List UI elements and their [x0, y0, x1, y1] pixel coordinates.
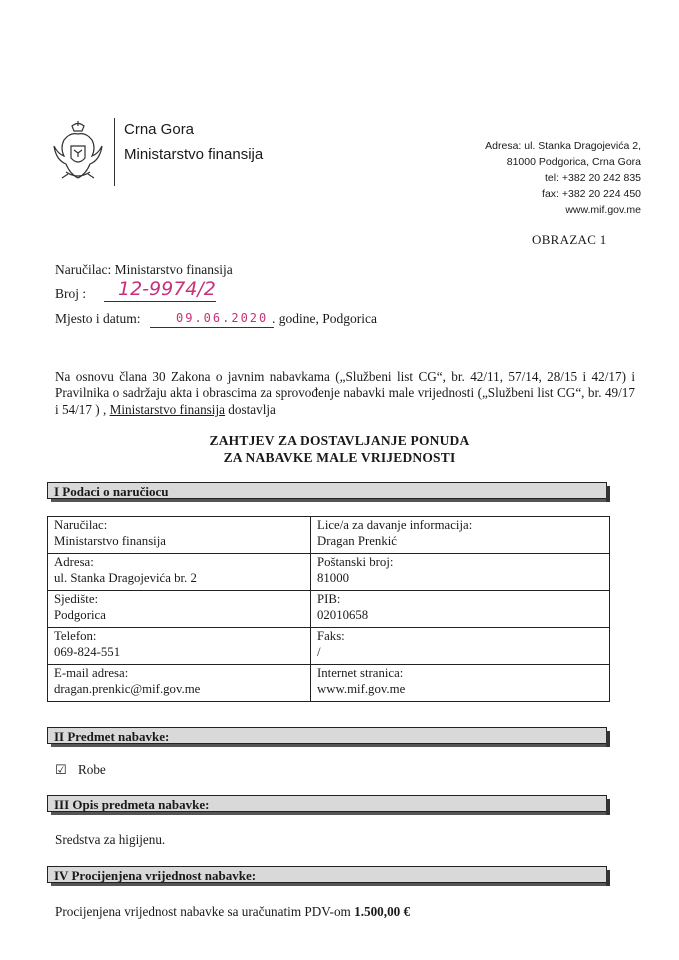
table-cell	[311, 517, 610, 554]
address-line: Adresa: ul. Stanka Dragojevića 2,	[485, 140, 641, 152]
coat-of-arms-emblem	[52, 120, 104, 188]
cell-label: Telefon:	[54, 629, 97, 643]
cell-value: Ministarstvo finansija	[54, 533, 166, 548]
table-row	[48, 517, 610, 554]
cell-label: Lice/a za davanje informacija:	[317, 518, 473, 532]
cell-label: Sjedište:	[54, 592, 99, 606]
cell-value: Dragan Prenkić	[317, 533, 397, 548]
cell-label: Naručilac:	[54, 518, 108, 532]
cell-value: dragan.prenkic@mif.gov.me	[54, 681, 201, 696]
cell-label: E-mail adresa:	[54, 666, 129, 680]
section-heading-estimated-value: IV Procijenjena vrijednost nabavke:	[47, 866, 607, 883]
cell-value: www.mif.gov.me	[317, 681, 406, 696]
document-title-line2: ZA NABAVKE MALE VRIJEDNOSTI	[223, 450, 456, 465]
table-row	[48, 665, 610, 702]
table-cell	[48, 591, 311, 628]
section-heading-authority-data: I Podaci o naručiocu	[47, 482, 607, 499]
estimated-value-line	[55, 904, 410, 920]
reference-number-value: 12-9974/2	[118, 278, 216, 300]
table-cell	[311, 628, 610, 665]
place-date-label: Mjesto i datum:	[55, 311, 141, 326]
date-underline	[150, 327, 274, 328]
intro-text: Na osnovu člana 30 Zakona o javnim nabavkama („Službeni list CG“, br. 42/11, 57/14, 28/15 i 42/17) i Pravilnika o sadržaju akta i obrascima za sprovođenje nabavki male vrijednosti („Službeni list CG“, br. 49/17 i 54/17 ) ,	[55, 369, 635, 417]
table-cell	[311, 554, 610, 591]
estimated-value-text: Procijenjena vrijednost nabavke sa uračunatim PDV-om	[55, 904, 355, 919]
reference-number-label: Broj :	[55, 286, 87, 301]
table-cell	[311, 591, 610, 628]
place-date-suffix: . godine, Podgorica	[272, 311, 377, 326]
country-name: Crna Gora	[124, 121, 195, 138]
estimated-value-amount: 1.500,00 €	[354, 904, 411, 919]
table-cell	[48, 628, 311, 665]
address-block	[485, 138, 641, 218]
table-row	[48, 591, 610, 628]
ministry-link-text: Ministarstvo finansija	[109, 401, 225, 417]
intro-text-end: dostavlja	[224, 401, 276, 417]
cell-value: ul. Stanka Dragojevića br. 2	[54, 570, 197, 585]
cell-label: Poštanski broj:	[317, 555, 394, 569]
cell-value: Podgorica	[54, 607, 106, 622]
header-divider	[114, 118, 115, 186]
contact-info-table	[47, 516, 610, 702]
ministry-name: Ministarstvo finansija	[124, 146, 264, 163]
date-stamp-value: 09.06.2020	[176, 311, 269, 325]
document-title-line1: ZAHTJEV ZA DOSTAVLJANJE PONUDA	[209, 433, 470, 448]
contracting-authority-line: Naručilac: Ministarstvo finansija	[55, 262, 233, 277]
cell-label: PIB:	[317, 592, 341, 606]
cell-value: 069-824-551	[54, 644, 121, 659]
intro-paragraph	[55, 369, 635, 418]
table-cell	[48, 517, 311, 554]
table-cell	[48, 665, 311, 702]
table-cell	[48, 554, 311, 591]
section-heading-description: III Opis predmeta nabavke:	[47, 795, 607, 812]
section-heading-subject: II Predmet nabavke:	[47, 727, 607, 744]
form-label: OBRAZAC 1	[532, 232, 607, 247]
subject-row	[55, 762, 106, 778]
table-row	[48, 554, 610, 591]
description-value: Sredstva za higijenu.	[55, 832, 166, 847]
address-line: 81000 Podgorica, Crna Gora	[506, 156, 641, 168]
cell-value: 02010658	[317, 607, 369, 622]
cell-value: /	[317, 644, 321, 659]
website-line: www.mif.gov.me	[565, 204, 641, 216]
cell-value: 81000	[317, 570, 349, 585]
table-cell	[311, 665, 610, 702]
cell-label: Faks:	[317, 629, 345, 643]
cell-label: Internet stranica:	[317, 666, 404, 680]
phone-line: tel: +382 20 242 835	[544, 172, 641, 184]
subject-value: Robe	[77, 762, 106, 777]
table-row	[48, 628, 610, 665]
fax-line: fax: +382 20 224 450	[542, 188, 641, 200]
checked-checkbox-icon: ☑	[55, 763, 67, 778]
reference-number-underline	[104, 301, 216, 302]
cell-label: Adresa:	[54, 555, 94, 569]
